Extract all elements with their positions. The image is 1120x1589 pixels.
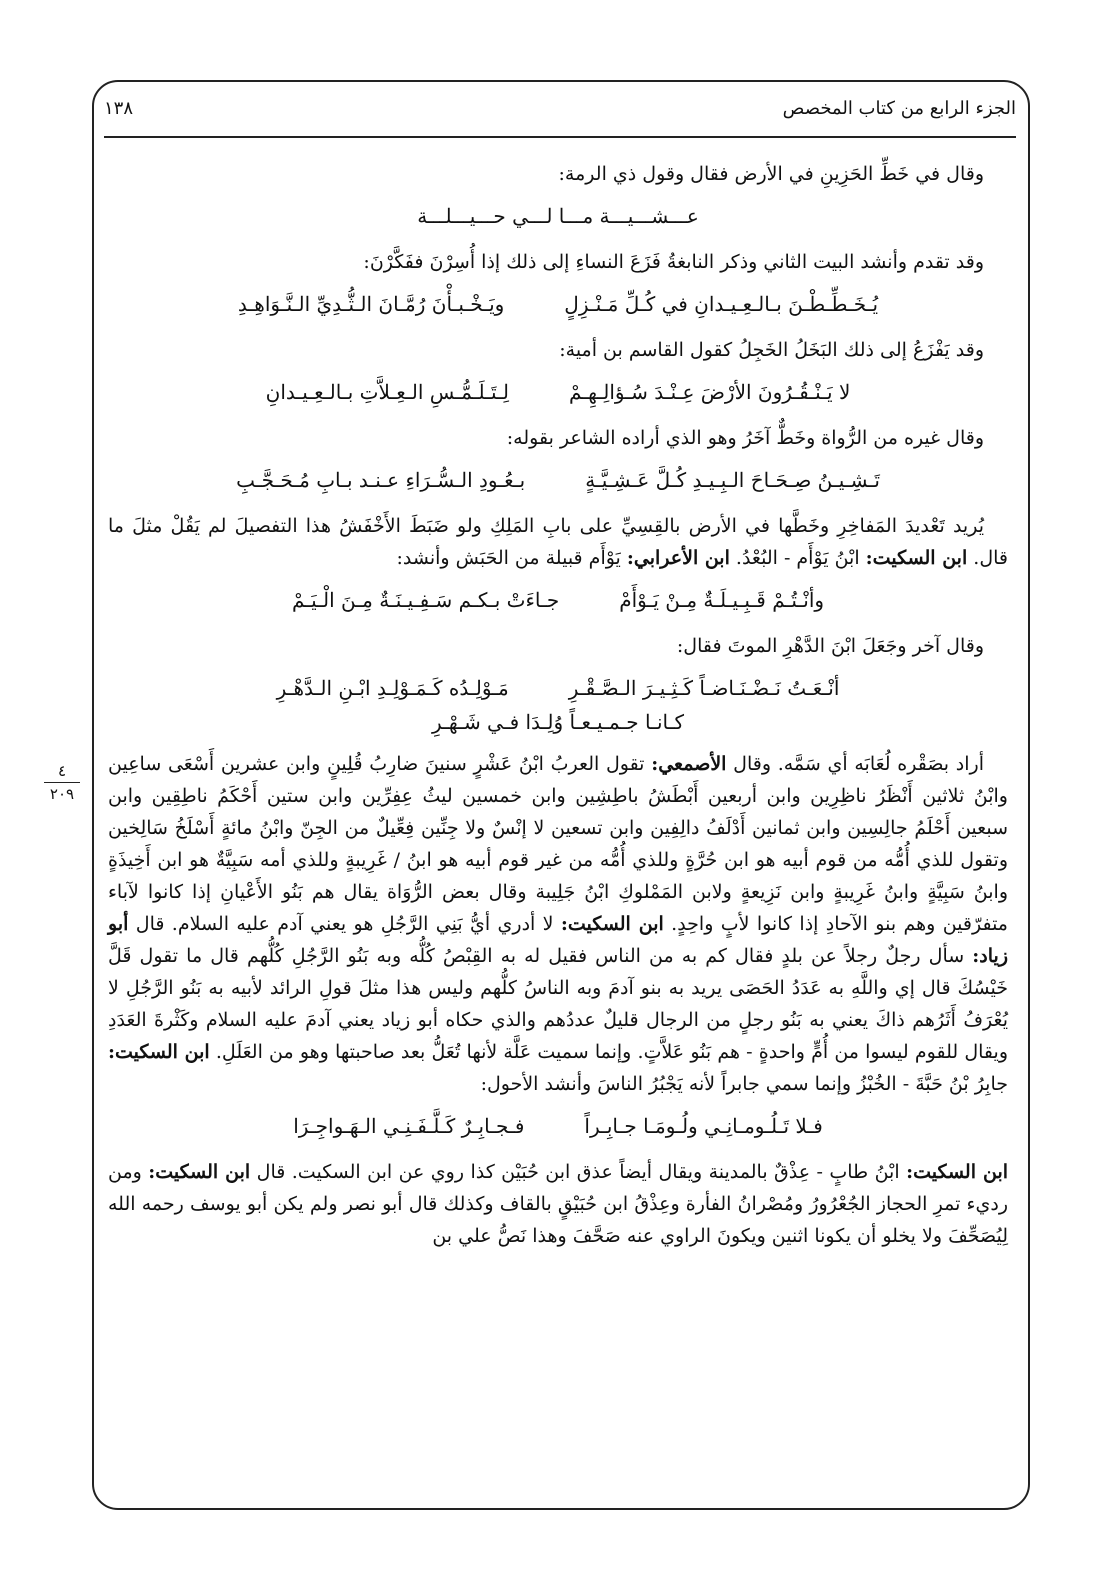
text-main-t2: لا أدري أيُّ بَنِي الرَّجُلِ هو يعني آدم عليه السلام. قال [135, 913, 554, 935]
text-paragraph-final [108, 1156, 1008, 1252]
margin-note-bottom: ٢٠٩ [49, 785, 75, 803]
text-5-t2: يَوْأَم قبيلة من الحَبَش وأنشد: [396, 547, 621, 569]
verse-6-third-line: كـانـا جـمـيـعـاً وُلِـدَا فـي شَـهْـرِ [431, 710, 685, 734]
verse-4 [108, 464, 1008, 496]
verse-5-first-hemistich: وأنْـتُـمْ قَـبِـيـلَـةٌ مِـنْ يَـوْأَمْ [619, 588, 825, 612]
source-name: ابن الأعرابي: [626, 547, 730, 569]
text-line-2: وقد تقدم وأنشد البيت الثاني وذكر النابغةُ فَزَعَ النساءِ إلى ذلك إذا أُسِرْنَ ففَكَّرْنَ: [363, 251, 984, 273]
text-main-t4: جابِرُ بْنُ حَبَّةَ - الخُبْزُ وإنما سمي جابراً لأنه يَجْبُرُ الناسَ وأنشد الأحول: [480, 1073, 1008, 1095]
verse-1-text: عـــشـــيـــة مـــا لـــي حـــيـــلـــة [417, 204, 699, 228]
margin-folio-note [40, 762, 84, 803]
text-5-t1: ابْنُ يَوْأَم - البُعْدُ. [735, 547, 860, 569]
text-final-t1: ابْنُ طابٍ - عِذْقٌ بالمدينة ويقال أيضاً عذق ابن حُبَيْن كذا روي عن ابن السكيت. قال [256, 1161, 900, 1183]
verse-3-first-hemistich: لا يَـنْـقُـرُونَ الأرْضَ عِـنْـدَ سُـؤالِـهِـمْ [569, 380, 851, 404]
source-name: ابن السكيت: [148, 1161, 251, 1183]
verse-6 [108, 672, 1008, 704]
source-name: ابن السكيت: [906, 1161, 1009, 1183]
source-name: ابن السكيت: [865, 547, 968, 569]
text-line-3: وقد يَفْزَعُ إلى ذلك البَخَلُ الخَجِلُ كقول القاسم بن أمية: [559, 339, 984, 361]
text-line-4: وقال غيره من الرُّواة وخَطٌّ آخَرُ وهو الذي أراده الشاعر بقوله: [506, 427, 984, 449]
verse-7-first-hemistich: فـلا تَـلُـومـانِـي ولُـومَـا جـابِـراً [584, 1114, 823, 1138]
text-final-t2: ومن رديء تمرِ الحجاز الجُعْرُورُ ومُصْرانُ الفأرة وعِذْقُ ابن حُبَيْقٍ بالقاف وكذلك قال أبو نصر ولم يكن أبو يوسف رحمه الله لِيُصَحِّفَ ولا يخلو أن يكونا اثنين ويكونَ الراوي عنه صَحَّفَ وهذا نَصُّ علي بن [108, 1161, 1008, 1247]
page-body [108, 158, 1008, 1498]
verse-6-second-hemistich: مَـوْلِـدُه كَـمَـوْلِـدِ ابْـنِ الـدَّهْـرِ [276, 676, 509, 700]
source-name: ابن السكيت: [560, 913, 664, 935]
text-main-t3: سأل رجلٌ رجلاً عن بلدٍ فقال كم به من الناس فقيل له به القِبْصُ كُلُّه وبه بَنُو الرَّجُلِ كُلُّهم قال ما تقول قَلَّ خَيْسُكَ قال إي واللَّهِ به عَدَدُ الحَصَى يريد به بنو آدمَ وبه الناسُ كلُّهم وليس هذا مثلَ قولِ الرائد لأبيه به بَنُو الرَّجُلِ لا يُعْرَفُ أَثَرُهم ذاكَ يعني به بَنُو رجلٍ من الرجال قليلٌ عددُهم والذي حكاه أبو زياد يعني آدمَ عليه السلام وكَثْرةَ العَدَدِ ويقال للقوم ليسوا من أُمٍّ واحدةٍ - هم بَنُو عَلاَّتٍ. وإنما سميت عَلَّة لأنها تُعَلُّ بعد صاحبتها وهو من العَلَلِ. [108, 945, 1008, 1063]
verse-2 [108, 288, 1008, 320]
verse-2-first-hemistich: يُـخَـطِّـطْـنَ بـالـعِـيـدانِ في كُـلِّ مَـنْـزِلٍ [564, 292, 879, 316]
verse-7 [108, 1110, 1008, 1142]
verse-7-second-hemistich: فـجـابِـرٌ كَـلَّـفَـنِـي الـهَـواجِـرَا [293, 1114, 525, 1138]
text-main-a: أراد بصَقْره لُعَابَه أي سَمَّه. وقال [733, 753, 984, 775]
verse-4-first-hemistich: تَـشِـيـنُ صِـحَـاحَ الـبِـيـدِ كُـلَّ عَـشِـيَّـةٍ [585, 468, 880, 492]
text-paragraph-5 [108, 510, 1008, 574]
source-name: أبو زياد: [108, 913, 1009, 967]
verse-4-second-hemistich: بـعُـودِ الـسُّـرَاءِ عـنـد بـابِ مُـحَـجَّـبِ [236, 468, 526, 492]
text-main-t1: تقول العربُ ابْنُ عَشْرٍ سنينَ ضارِبُ قُلِينٍ وابن عشرين أَسْعَى ساعِين وابْنُ ثلاثين أَنْظَرُ ناظِرِين وابن أربعين أَبْطَشُ باطِشِين وابن خمسين ليثُ عِفِرِّين وابن ستين أَحْكَمُ ناطِقِين وابن سبعين أَحْلَمُ جالِسِين وابن ثمانين أَدْلَفُ دالِفِين وابن تسعين لا إنْسٌ ولا جِنِّين فِعِّيلٌ من الجِنّ وابْنُ مائةٍ أَسْلَخُ سَالِخين وتقول للذي أُمُّه من قوم أبيه هو ابن حُرَّةٍ وللذي أُمُّه من غير قوم أبيه هو ابنُ / غَرِيبةٍ وللذي أمه سَبِيَّةٌ هو ابن أَخِيذَةٍ وابنُ سَبِيَّةٍ وابنُ غَرِيبةٍ وابن نَزِيعةٍ ولابن المَمْلوكِ ابْنُ جَلِيبة وقال بعض الرُّوَاة يقال هم بَنُو الأَعْيانِ إذا كانوا لآباء متفرّقين وهم بنو الآحادِ إذا كانوا لأبٍ واحِدٍ. [108, 753, 1008, 935]
source-name: ابن السكيت: [108, 1041, 210, 1063]
source-name: الأصمعي: [651, 753, 727, 775]
margin-note-bar [44, 782, 80, 783]
verse-1 [108, 200, 1008, 232]
verse-5-second-hemistich: جـاءَتْ بـكـم سَـفِـيـنَـةٌ مِـنَ الْـيَـمْ [291, 588, 560, 612]
margin-note-top: ٤ [57, 762, 67, 780]
verse-5 [108, 584, 1008, 616]
verse-3-second-hemistich: لِـتَـلَـمُّـسِ الـعِـلاَّتِ بـالـعِـيـدانِ [265, 380, 509, 404]
verse-2-second-hemistich: ويَـخْـبـأْنَ رُمَّـانَ الـثُّـدِيِّ الـنَّـوَاهِـدِ [237, 292, 505, 316]
text-5: يُريد تَعْديدَ المَفاخِرِ وخَطَّها في الأرض بالقِسِيِّ على بابِ المَلِكِ ولو ضَبَطَ الأَخْفَشُ هذا التفصيلَ لم يَقُلْ مثلَ ما قال. [108, 515, 1008, 569]
page-header [104, 96, 1016, 136]
text-paragraph-main [108, 748, 1008, 1100]
verse-3 [108, 376, 1008, 408]
verse-6-first-hemistich: أنْـعَـتُ نَـضْـنَـاضـاً كَـثِـيـرَ الـصَّـقْـرِ [568, 676, 840, 700]
page-number: ١٣٨ [104, 98, 134, 119]
running-title: الجزء الرابع من كتاب المخصص [782, 98, 1016, 119]
header-rule [104, 136, 1016, 138]
text-line-6: وقال آخر وجَعَلَ ابْنَ الدَّهْرِ الموتَ فقال: [676, 635, 984, 657]
text-line-1: وقال في خَطِّ الحَزِينِ في الأرض فقال وقول ذي الرمة: [558, 163, 984, 185]
